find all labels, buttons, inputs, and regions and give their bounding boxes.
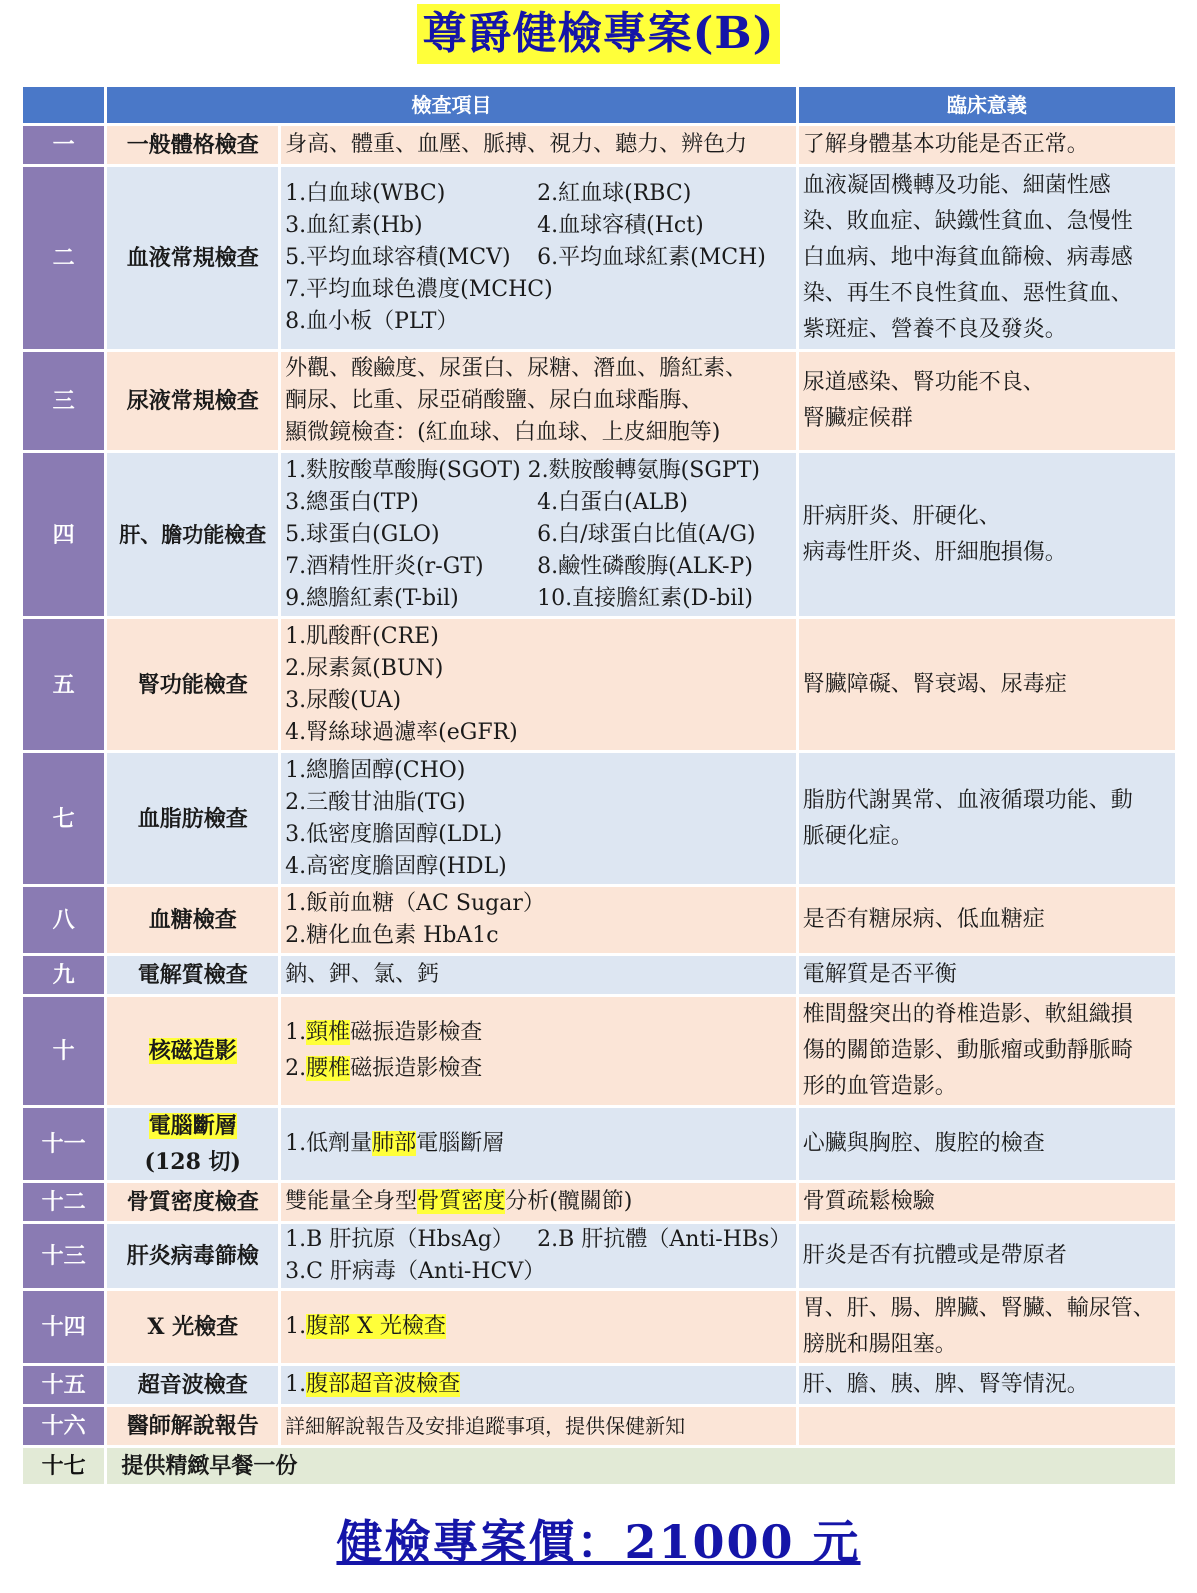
row-number: 十七 xyxy=(23,1448,104,1484)
row-number: 十三 xyxy=(23,1224,104,1288)
row-meaning: 了解身體基本功能是否正常。 xyxy=(799,126,1175,164)
meaning-line: 病毒性肝炎、肝細胞損傷。 xyxy=(802,539,1067,565)
table-row xyxy=(23,1366,1175,1404)
row-category: 肝、膽功能檢查 xyxy=(107,453,278,616)
row-category: 醫師解說報告 xyxy=(107,1407,278,1445)
item-line: 1.肌酸酐(CRE) xyxy=(285,623,439,649)
table-row xyxy=(23,167,1175,349)
table-row xyxy=(23,1224,1175,1288)
item-line: 2.腰椎磁振造影檢查 xyxy=(285,1056,483,1081)
row-items xyxy=(281,352,796,450)
table-row xyxy=(23,753,1175,884)
row-category: 電解質檢查 xyxy=(107,956,278,994)
row-meaning: 電解質是否平衡 xyxy=(799,956,1175,994)
row-items: 1.腹部超音波檢查 xyxy=(281,1366,796,1404)
meaning-line: 肝病肝炎、肝硬化、 xyxy=(802,503,1001,529)
row-meaning: 肝、膽、胰、脾、腎等情況。 xyxy=(799,1366,1175,1404)
category-subtitle: (128 切) xyxy=(144,1149,241,1175)
row-number: 十四 xyxy=(23,1291,104,1363)
item-line: 4.高密度膽固醇(HDL) xyxy=(285,853,507,879)
meaning-line: 胃、肝、腸、脾臟、腎臟、輸尿管、 xyxy=(802,1296,1155,1321)
item-line: 5.球蛋白(GLO) xyxy=(285,521,440,547)
item-line: 8.鹼性磷酸脢(ALK-P) xyxy=(537,553,753,579)
row-number: 三 xyxy=(23,352,104,450)
row-category: 血液常規檢查 xyxy=(107,167,278,349)
row-category: X 光檢查 xyxy=(107,1291,278,1363)
table-row xyxy=(23,352,1175,450)
item-line: 10.直接膽紅素(D-bil) xyxy=(537,585,753,611)
item-line: 3.C 肝病毒（Anti-HCV） xyxy=(285,1259,546,1284)
meaning-line: 染、敗血症、缺鐵性貧血、急慢性 xyxy=(802,209,1133,234)
row-category: 提供精緻早餐一份 xyxy=(107,1448,1175,1484)
item-line: 3.尿酸(UA) xyxy=(285,687,402,713)
row-category: 血糖檢查 xyxy=(107,887,278,953)
row-items: 雙能量全身型骨質密度分析(髖關節) xyxy=(281,1183,796,1221)
item-highlight: 骨質密度 xyxy=(417,1189,506,1214)
meaning-line: 形的血管造影。 xyxy=(802,1074,957,1099)
table-row xyxy=(23,1183,1175,1221)
row-number: 十一 xyxy=(23,1108,104,1180)
row-category: 肝炎病毒篩檢 xyxy=(107,1224,278,1288)
row-items: 身高、體重、血壓、脈搏、視力、聽力、辨色力 xyxy=(281,126,796,164)
item-line: 1.麩胺酸草酸脢(SGOT) 2.麩胺酸轉氨脢(SGPT) xyxy=(285,457,760,483)
item-line: 6.平均血球紅素(MCH) xyxy=(537,245,766,270)
item-highlight: 腰椎 xyxy=(306,1056,351,1081)
meaning-line: 腎臟症候群 xyxy=(802,406,913,431)
header-items: 檢查項目 xyxy=(107,87,795,123)
row-meaning xyxy=(799,753,1175,884)
row-meaning xyxy=(799,453,1175,616)
row-meaning: 腎臟障礙、腎衰竭、尿毒症 xyxy=(799,619,1175,750)
row-number: 二 xyxy=(23,167,104,349)
meaning-line: 白血病、地中海貧血篩檢、病毒感 xyxy=(802,245,1133,270)
item-line: 外觀、酸鹼度、尿蛋白、尿糖、潛血、膽紅素、 xyxy=(285,356,748,381)
meaning-line: 血液凝固機轉及功能、細菌性感 xyxy=(802,173,1111,198)
row-meaning: 是否有糖尿病、低血糖症 xyxy=(799,887,1175,953)
row-number: 九 xyxy=(23,956,104,994)
row-category: 尿液常規檢查 xyxy=(107,352,278,450)
item-line: 1.頸椎磁振造影檢查 xyxy=(285,1020,483,1045)
row-items xyxy=(281,753,796,884)
meaning-line: 脈硬化症。 xyxy=(802,823,913,849)
table-row xyxy=(23,1407,1175,1445)
row-meaning xyxy=(799,167,1175,349)
row-meaning xyxy=(799,997,1175,1105)
row-number: 四 xyxy=(23,453,104,616)
item-line: 3.低密度膽固醇(LDL) xyxy=(285,821,503,847)
header-meaning: 臨床意義 xyxy=(799,87,1175,123)
row-items xyxy=(281,997,796,1105)
row-items xyxy=(281,887,796,953)
page-title: 尊爵健檢專案(B) xyxy=(417,4,781,64)
item-line: 1.飯前血糖（AC Sugar） xyxy=(285,891,545,916)
row-meaning xyxy=(799,1291,1175,1363)
table-row xyxy=(23,619,1175,750)
row-meaning: 骨質疏鬆檢驗 xyxy=(799,1183,1175,1221)
row-items: 1.腹部 X 光檢查 xyxy=(281,1291,796,1363)
table-header xyxy=(23,87,1175,123)
row-category xyxy=(107,1108,278,1180)
item-line: 8.血小板（PLT） xyxy=(285,309,459,334)
table-row xyxy=(23,126,1175,164)
row-number: 十五 xyxy=(23,1366,104,1404)
item-line: 1.總膽固醇(CHO) xyxy=(285,757,466,783)
category-highlight: 核磁造影 xyxy=(148,1038,237,1064)
table-row xyxy=(23,1108,1175,1180)
item-line: 4.腎絲球過濾率(eGFR) xyxy=(285,719,518,745)
meaning-line: 紫斑症、營養不良及發炎。 xyxy=(802,317,1067,342)
row-category: 一般體格檢查 xyxy=(107,126,278,164)
item-line: 3.總蛋白(TP) xyxy=(285,489,419,515)
row-meaning: 心臟與胸腔、腹腔的檢查 xyxy=(799,1108,1175,1180)
category-highlight: 電腦斷層 xyxy=(148,1113,237,1139)
item-highlight: 腹部 X 光檢查 xyxy=(306,1314,446,1339)
row-category: 血脂肪檢查 xyxy=(107,753,278,884)
row-items: 詳細解說報告及安排追蹤事項，提供保健新知 xyxy=(281,1407,796,1445)
header-corner xyxy=(23,87,104,123)
row-items: 鈉、鉀、氯、鈣 xyxy=(281,956,796,994)
item-line: 7.酒精性肝炎(r-GT) xyxy=(285,553,484,579)
package-price: 健檢專案價：21000 元 xyxy=(336,1515,861,1569)
row-category: 骨質密度檢查 xyxy=(107,1183,278,1221)
row-category: 腎功能檢查 xyxy=(107,619,278,750)
item-line: 4.白蛋白(ALB) xyxy=(537,489,688,515)
item-line: 顯微鏡檢查：(紅血球、白血球、上皮細胞等) xyxy=(285,420,721,445)
row-number: 十二 xyxy=(23,1183,104,1221)
row-items xyxy=(281,1224,796,1288)
item-line: 1.B 肝抗原（HbsAg） xyxy=(285,1227,514,1252)
item-highlight: 腹部超音波檢查 xyxy=(306,1372,461,1397)
row-number: 七 xyxy=(23,753,104,884)
row-number: 十 xyxy=(23,997,104,1105)
item-line: 酮尿、比重、尿亞硝酸鹽、尿白血球酯脢、 xyxy=(285,388,704,413)
item-line: 6.白/球蛋白比值(A/G) xyxy=(537,521,756,547)
item-line: 5.平均血球容積(MCV) xyxy=(285,245,511,270)
row-meaning: 肝炎是否有抗體或是帶原者 xyxy=(799,1224,1175,1288)
row-number: 一 xyxy=(23,126,104,164)
meaning-line: 染、再生不良性貧血、惡性貧血、 xyxy=(802,281,1133,306)
table-row xyxy=(23,956,1175,994)
item-line: 2.尿素氮(BUN) xyxy=(285,655,444,681)
item-highlight: 肺部 xyxy=(372,1131,417,1156)
item-line: 2.糖化血色素 HbA1c xyxy=(285,923,499,948)
table-row xyxy=(23,1448,1175,1484)
item-line: 7.平均血球色濃度(MCHC) xyxy=(285,277,553,302)
row-number: 五 xyxy=(23,619,104,750)
table-row xyxy=(23,1291,1175,1363)
item-line: 2.三酸甘油脂(TG) xyxy=(285,789,466,815)
item-line: 3.血紅素(Hb) xyxy=(285,213,423,238)
row-items xyxy=(281,167,796,349)
table-row xyxy=(23,453,1175,616)
item-line: 2.B 肝抗體（Anti-HBs） xyxy=(537,1227,792,1252)
table-row xyxy=(23,887,1175,953)
meaning-line: 傷的關節造影、動脈瘤或動靜脈畸 xyxy=(802,1038,1133,1063)
meaning-line: 膀胱和腸阻塞。 xyxy=(802,1332,957,1357)
item-line: 9.總膽紅素(T-bil) xyxy=(285,585,459,611)
row-number: 十六 xyxy=(23,1407,104,1445)
row-category: 超音波檢查 xyxy=(107,1366,278,1404)
item-line: 1.白血球(WBC) xyxy=(285,181,446,206)
row-number: 八 xyxy=(23,887,104,953)
row-meaning xyxy=(799,1407,1175,1445)
item-line: 4.血球容積(Hct) xyxy=(537,213,704,238)
meaning-line: 椎間盤突出的脊椎造影、軟組織損 xyxy=(802,1002,1133,1027)
row-items xyxy=(281,619,796,750)
table-row xyxy=(23,997,1175,1105)
row-items: 1.低劑量肺部電腦斷層 xyxy=(281,1108,796,1180)
meaning-line: 尿道感染、腎功能不良、 xyxy=(802,370,1045,395)
row-category xyxy=(107,997,278,1105)
meaning-line: 脂肪代謝異常、血液循環功能、動 xyxy=(802,787,1133,813)
row-meaning xyxy=(799,352,1175,450)
row-items xyxy=(281,453,796,616)
item-line: 2.紅血球(RBC) xyxy=(537,181,692,206)
checkup-table xyxy=(20,84,1178,1487)
item-highlight: 頸椎 xyxy=(306,1020,351,1045)
